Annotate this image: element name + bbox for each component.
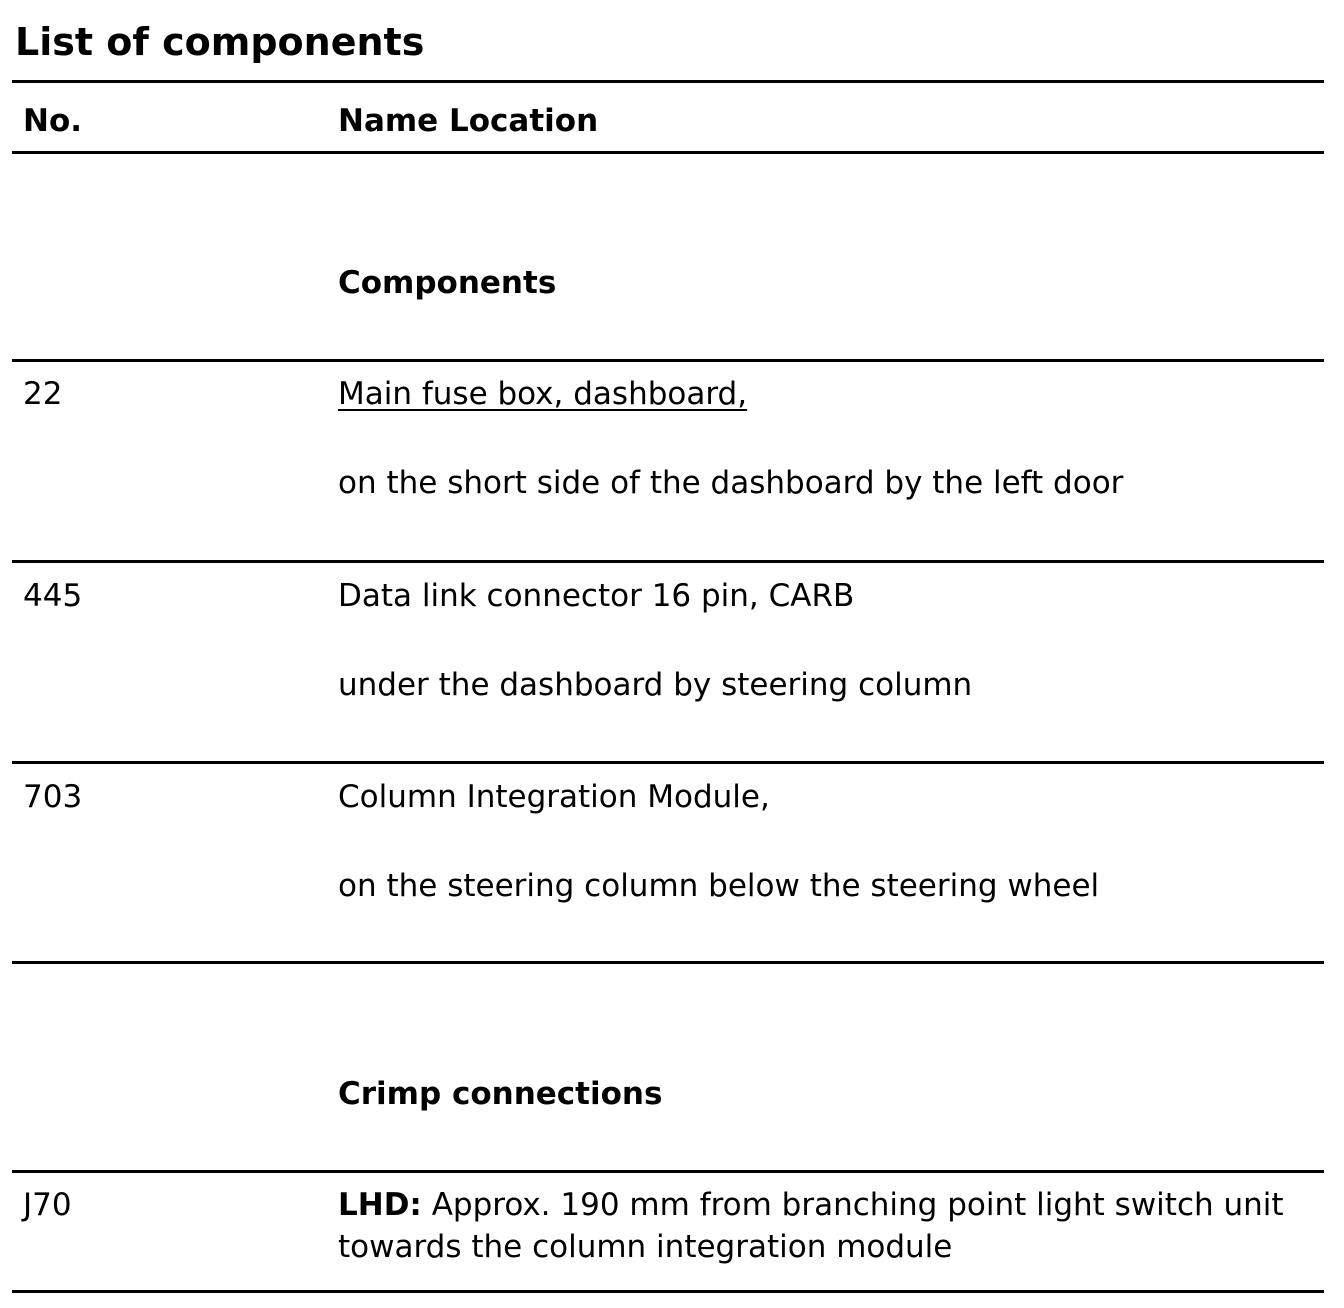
divider bbox=[12, 151, 1324, 154]
divider bbox=[12, 359, 1324, 362]
component-location: on the short side of the dashboard by the left door bbox=[338, 465, 1124, 501]
divider bbox=[12, 1290, 1324, 1293]
connection-number: J70 bbox=[23, 1187, 72, 1223]
divider bbox=[12, 961, 1324, 964]
component-number: 703 bbox=[23, 779, 83, 815]
page-title: List of components bbox=[15, 20, 425, 64]
divider bbox=[12, 761, 1324, 764]
column-header-no: No. bbox=[23, 103, 83, 139]
component-number: 445 bbox=[23, 578, 83, 614]
divider bbox=[12, 560, 1324, 563]
section-heading-components: Components bbox=[338, 265, 557, 301]
component-number: 22 bbox=[23, 376, 63, 412]
column-header-name-location: Name Location bbox=[338, 103, 599, 139]
component-name: Column Integration Module, bbox=[338, 779, 770, 815]
component-location: on the steering column below the steering wheel bbox=[338, 868, 1100, 904]
divider bbox=[12, 80, 1324, 83]
connection-text: Approx. 190 mm from branching point light switch unit towards the column integration module bbox=[338, 1187, 1284, 1265]
component-name: Data link connector 16 pin, CARB bbox=[338, 578, 855, 614]
component-name-link[interactable]: Main fuse box, dashboard, bbox=[338, 376, 748, 412]
divider bbox=[12, 1170, 1324, 1173]
connection-description bbox=[338, 1184, 1308, 1268]
component-location: under the dashboard by steering column bbox=[338, 667, 973, 703]
section-heading-crimp-connections: Crimp connections bbox=[338, 1076, 663, 1112]
connection-label: LHD: bbox=[338, 1187, 422, 1223]
